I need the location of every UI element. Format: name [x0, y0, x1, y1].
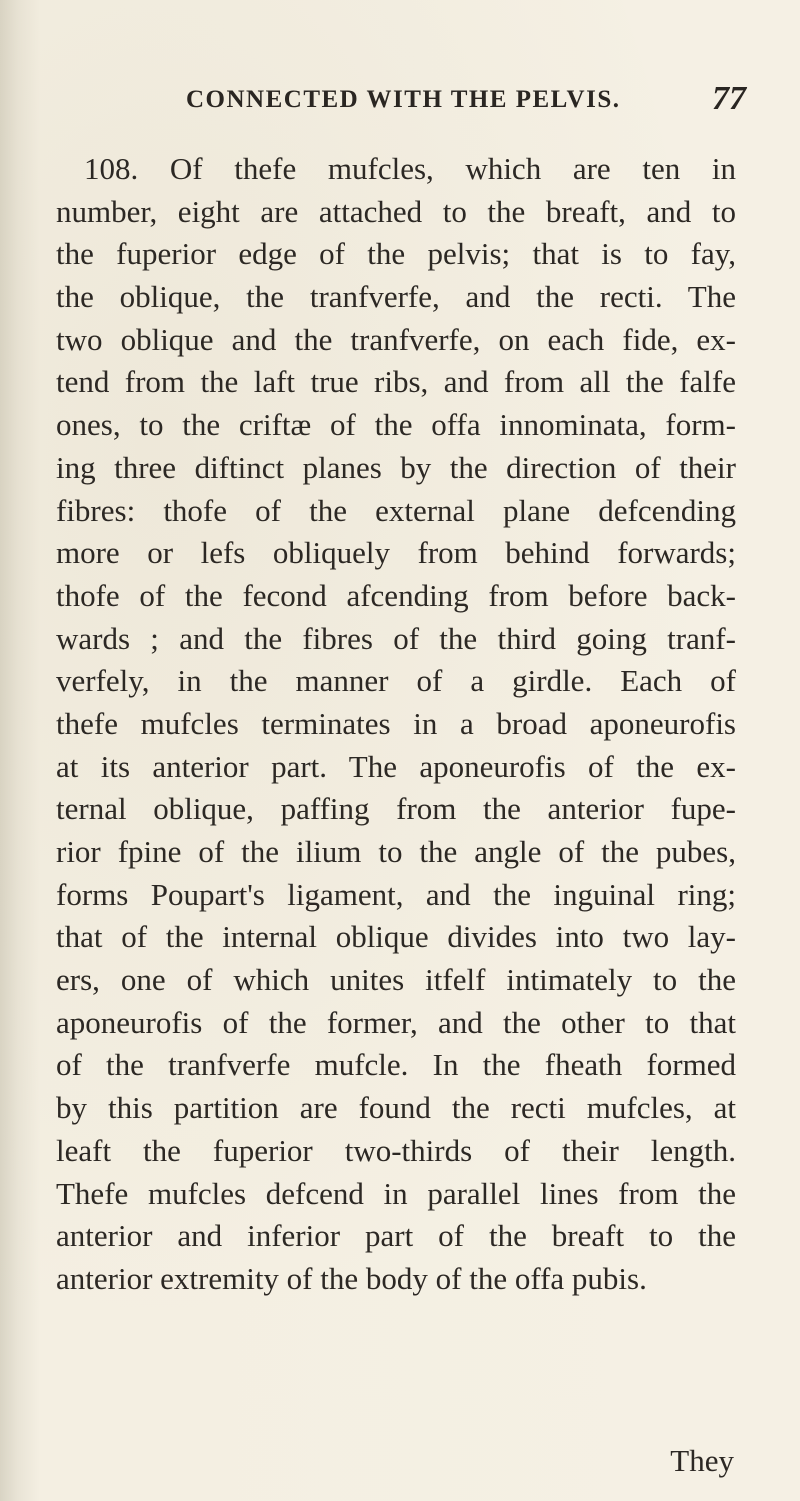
text-line: tend from the laft true ribs, and from all the falfe: [56, 364, 736, 400]
text-line: the fuperior edge of the pelvis; that is to fay,: [56, 236, 736, 272]
text-line: ternal oblique, paffing from the anterior fupe-: [56, 791, 736, 827]
text-line: verfely, in the manner of a girdle. Each of: [56, 663, 736, 699]
text-line: anterior and inferior part of the breaft to the: [56, 1218, 736, 1254]
text-line: two oblique and the tranfverfe, on each fide, ex-: [56, 321, 736, 357]
text-line: ing three diftinct planes by the direction of their: [56, 449, 736, 485]
text-line: leaft the fuperior two-thirds of their length.: [56, 1132, 736, 1168]
page-number: 77: [712, 80, 746, 117]
text-line: the oblique, the tranfverfe, and the recti. The: [56, 279, 736, 315]
text-line: of the tranfverfe mufcle. In the fheath formed: [56, 1047, 736, 1083]
text-line: ers, one of which unites itfelf intimately to the: [56, 962, 736, 998]
text-line: Thefe mufcles defcend in parallel lines from the: [56, 1175, 736, 1211]
text-line: wards ; and the fibres of the third going tranf-: [56, 620, 736, 656]
page-header: [186, 80, 746, 130]
text-line: ones, to the criftæ of the offa innominata, form-: [56, 407, 736, 443]
running-title: CONNECTED WITH THE PELVIS.: [186, 86, 621, 113]
text-line: more or lefs obliquely from behind forwards;: [56, 535, 736, 571]
text-line: fibres: thofe of the external plane defcending: [56, 492, 736, 528]
text-line: rior fpine of the ilium to the angle of the pubes,: [56, 834, 736, 869]
text-line: number, eight are attached to the breaft, and to: [56, 193, 736, 229]
text-line: aponeurofis of the former, and the other to that: [56, 1004, 736, 1040]
text-line: thofe of the fecond afcending from before back-: [56, 577, 736, 613]
text-line: at its anterior part. The aponeurofis of the ex-: [56, 748, 736, 784]
catchword: They: [670, 1443, 734, 1478]
text-line: forms Poupart's ligament, and the inguinal ring;: [56, 876, 736, 912]
text-line: by this partition are found the recti mufcles, at: [56, 1090, 736, 1126]
text-line: 108. Of thefe mufcles, which are ten in: [84, 151, 736, 186]
text-line: that of the internal oblique divides into two lay-: [56, 919, 736, 955]
paragraph-108: [56, 148, 736, 1301]
text-line: anterior extremity of the body of the offa pubis.: [56, 1260, 647, 1296]
text-line: thefe mufcles terminates in a broad aponeurofis: [56, 705, 736, 741]
